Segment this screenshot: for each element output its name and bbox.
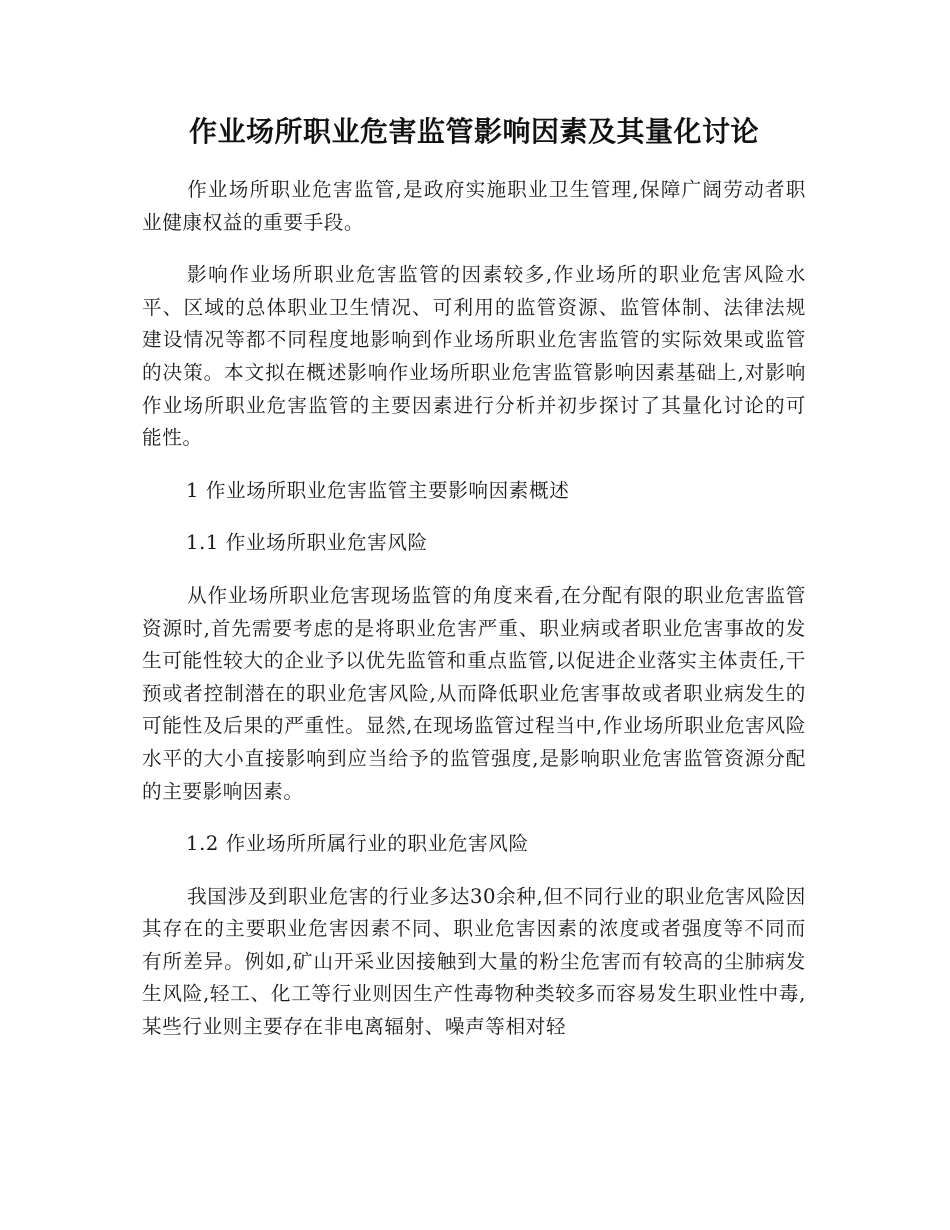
paragraph-overview: 影响作业场所职业危害监管的因素较多,作业场所的职业危害风险水平、区域的总体职业卫生情况、可利用的监管资源、监管体制、法律法规建设情况等都不同程度地影响到作业场所职业危害监管的实际效果或监管的决策。本文拟在概述影响作业场所职业危害监管影响因素基础上,对影响作业场所职业危害监管的主要因素进行分析并初步探讨了其量化讨论的可能性。 bbox=[142, 263, 806, 450]
document-title: 作业场所职业危害监管影响因素及其量化讨论 bbox=[188, 115, 759, 148]
paragraph-risk: 从作业场所职业危害现场监管的角度来看,在分配有限的职业危害监管资源时,首先需要考虑的是将职业危害严重、职业病或者职业危害事故的发生可能性较大的企业予以优先监管和重点监管,以促进企业落实主体责任,干预或者控制潜在的职业危害风险,从而降低职业危害事故或者职业病发生的可能性及后果的严重性。显然,在现场监管过程当中,作业场所职业危害风险水平的大小直接影响到应当给予的监管强度,是影响职业危害监管资源分配的主要影响因素。 bbox=[142, 583, 806, 803]
paragraph-industry: 我国涉及到职业危害的行业多达30余种,但不同行业的职业危害风险因其存在的主要职业危害因素不同、职业危害因素的浓度或者强度等不同而有所差异。例如,矿山开采业因接触到大量的粉尘危害而有较高的尘肺病发生风险,轻工、化工等行业则因生产性毒物种类较多而容易发生职业性中毒,某些行业则主要存在非电离辐射、噪声等相对轻 bbox=[142, 884, 806, 1039]
section-heading-1-2: 1.2 作业场所所属行业的职业危害风险 bbox=[186, 832, 529, 856]
paragraph-intro: 作业场所职业危害监管,是政府实施职业卫生管理,保障广阔劳动者职业健康权益的重要手段。 bbox=[142, 178, 806, 234]
section-heading-1-1: 1.1 作业场所职业危害风险 bbox=[186, 531, 428, 555]
document-page bbox=[142, 112, 806, 1064]
section-heading-1: 1 作业场所职业危害监管主要影响因素概述 bbox=[186, 478, 570, 502]
